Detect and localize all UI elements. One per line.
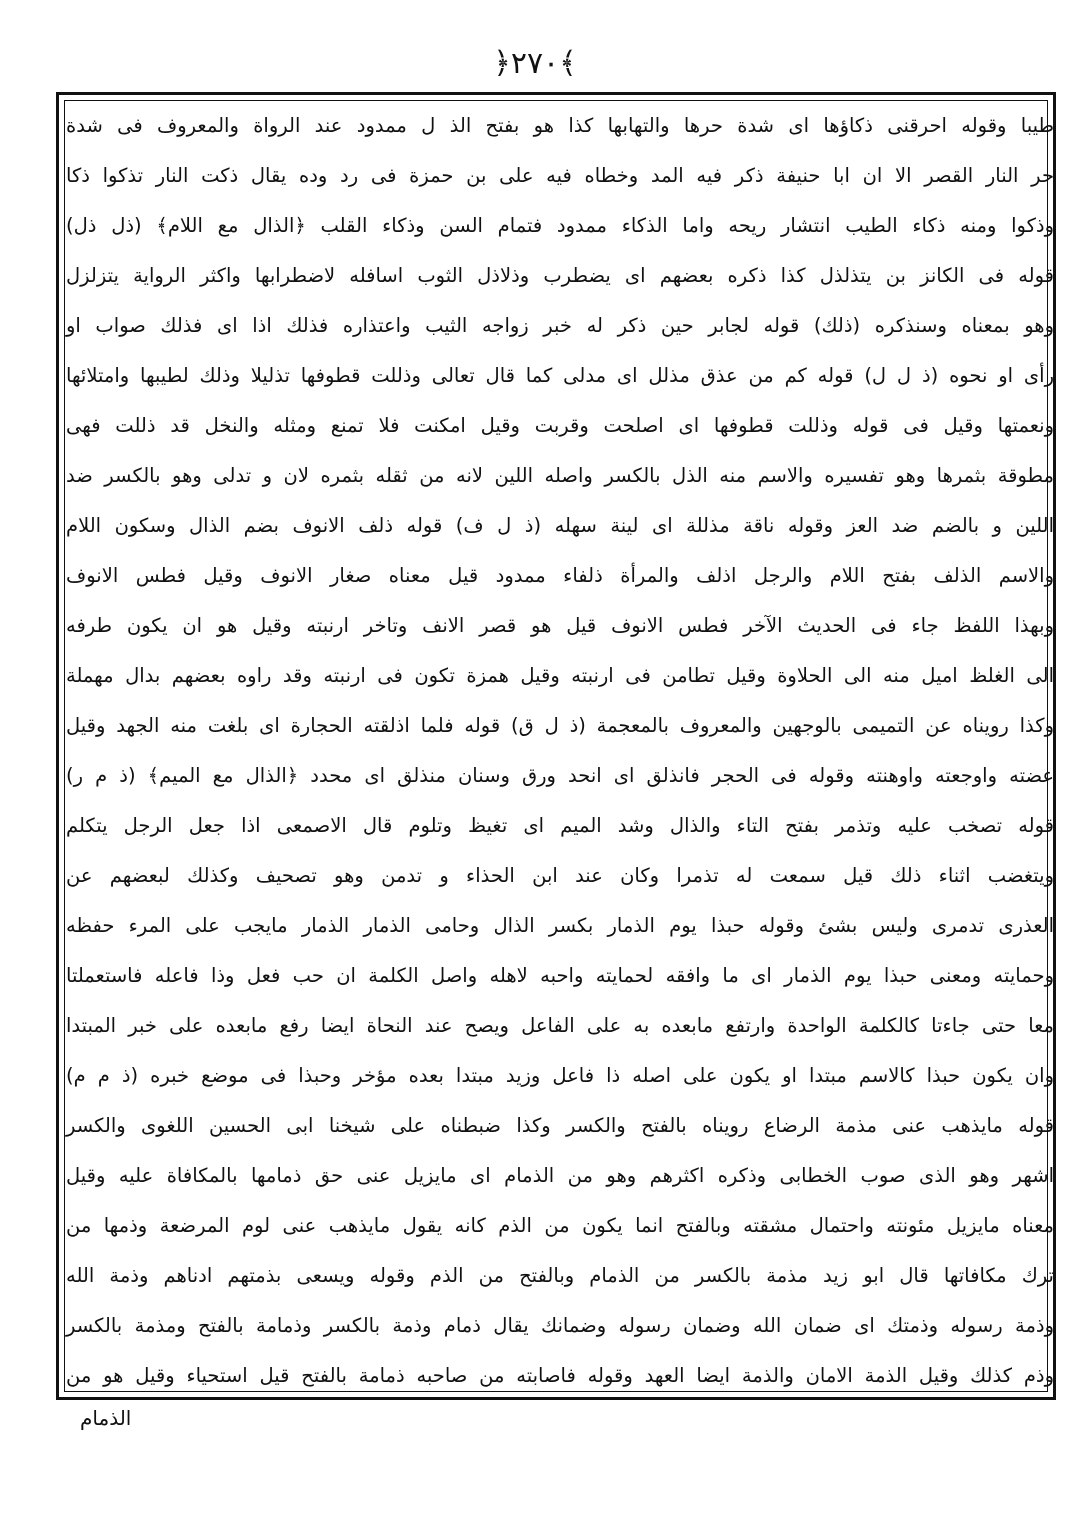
catchword: الذمام	[80, 1406, 132, 1430]
text-line: عضته واوجعته واوهنته وقوله فى الحجر فانذلق اى انحد ورق وسنان منذلق اى محدد ﴿الذال مع الميم﴾ (ذ م ر)	[66, 764, 1054, 787]
text-line: وبهذا اللفظ جاء فى الحديث الآخر فطس الانوف قيل هو قصر الانف وتاخر ارنبته وقيل هو ان يكون طرفه	[66, 614, 1054, 637]
text-line: مطوقة بثمرها وهو تفسيره والاسم منه الذل بالكسر واصله اللين لانه من ثقله بثمره لان و تدلى وهو بالكسر ضد	[66, 464, 1054, 487]
text-line: وان يكون حبذا كالاسم مبتدا او يكون على اصله ذا فاعل وزيد مبتدا بعده مؤخر وحبذا فى موضع خبره (ذ م م)	[66, 1064, 1054, 1087]
text-line: رأى او نحوه (ذ ل ل) قوله كم من عذق مذلل اى مدلى كما قال تعالى وذللت قطوفها تذليلا وذلك لطيبها وامتلائها	[66, 364, 1054, 387]
text-line: العذرى تدمرى وليس بشئ وقوله حبذا يوم الذمار بكسر الذال وحامى الذمار الذمار مايجب على المرء حفظه	[66, 914, 1054, 937]
page-number: ﴿٢٧٠﴾	[493, 46, 577, 81]
text-line: ترك مكافاتها قال ابو زيد مذمة بالكسر من الذمام وبالفتح من الذم وقوله ويسعى بذمتهم ادناهم وذمة الله	[66, 1264, 1054, 1287]
text-line: وهو بمعناه وسنذكره (ذلك) قوله لجابر حين ذكر له خبر زواجه الثيب واعتذاره فذلك اذا اى فذلك صواب او	[66, 314, 1054, 337]
text-line: قوله تصخب عليه وتذمر بفتح التاء والذال وشد الميم اى تغيظ وتلوم قال الاصمعى اذا جعل الرجل يتكلم	[66, 814, 1054, 837]
text-line: وكذا رويناه عن التميمى بالوجهين والمعروف بالمعجمة (ذ ل ق) قوله فلما اذلقته الحجارة اى بلغت منه الجهد وقيل	[66, 714, 1054, 737]
text-line: ونعمتها وقيل فى قوله وذللت قطوفها اى اصلحت وقربت وقيل امكنت فلا تمنع ومثله والنخل قد ذللت فهى	[66, 414, 1054, 437]
text-line: اشهر وهو الذى صوب الخطابى وذكره اكثرهم وهو من الذمام اى مايزيل عنى حق ذمامها بالمكافاة عليه وقيل	[66, 1164, 1054, 1187]
text-line: اللين و بالضم ضد العز وقوله ناقة مذللة اى لينة سهله (ذ ل ف) قوله ذلف الانوف بضم الذال وسكون اللام	[66, 514, 1054, 537]
text-line: وذكوا ومنه ذكاء الطيب انتشار ريحه واما الذكاء ممدود فتمام السن وذكاء القلب ﴿الذال مع اللام﴾ (ذل ذل)	[66, 214, 1054, 237]
text-line: طيبا وقوله احرقنى ذكاؤها اى شدة حرها والتهابها كذا هو بفتح الذ ل ممدود عند الرواة والمعروف فى شدة	[66, 114, 1054, 137]
text-block	[60, 101, 1060, 1401]
text-line: قوله فى الكانز بن يتذلذل كذا ذكره بعضهم اى يضطرب وذلاذل الثوب اسافله لاضطرابها واكثر الرواية يتزلزل	[66, 264, 1054, 287]
text-line: والاسم الذلف بفتح اللام والرجل اذلف والمرأة ذلفاء ممدود قيل معناه صغار الانوف وقيل فطس الانوف	[66, 564, 1054, 587]
text-line: حر النار القصر الا ان ابا حنيفة ذكر فيه المد وخطاه فيه على بن حمزة فى رد وده يقال ذكت النار تذكوا ذكا	[66, 164, 1054, 187]
text-line: الى الغلظ اميل منه الى الحلاوة وقيل تطامن فى ارنبته وقيل همزة تكون فى ارنبته وقد راوه بعضهم بدال مهملة	[66, 664, 1054, 687]
text-line: معناه مايزيل مئونته واحتمال مشقته وبالفتح انما يكون من الذم كانه يقول مايذهب عنى لوم المرضعة وذمها من	[66, 1214, 1054, 1237]
text-line: وحمايته ومعنى حبذا يوم الذمار اى ما وافقه لحمايته واحبه لاهله واصل الكلمة ان حب فعل وذا فاعله فاستعملتا	[66, 964, 1054, 987]
text-line: وذمة رسوله وذمتك اى ضمان الله وضمان رسوله وضمانك يقال ذمام وذمة بالكسر وذمامة بالفتح ومذمة بالكسر	[66, 1314, 1054, 1337]
text-line: معا حتى جاءتا كالكلمة الواحدة وارتفع مابعده به على الفاعل ويصح عند النحاة ايضا رفع مابعده على خبر المبتدا	[66, 1014, 1054, 1037]
text-line: وذم كذلك وقيل الذمة الامان والذمة ايضا العهد وقوله فاصابته من صاحبه ذمامة بالفتح قيل استحياء وقيل هو من	[66, 1364, 1054, 1387]
text-line: ويتغضب اثناء ذلك قيل سمعت له تذمرا وكان عند ابن الحذاء و تدمن وهو تصحيف وكذلك لبعضهم عن	[66, 864, 1054, 887]
text-line: قوله مايذهب عنى مذمة الرضاع رويناه بالفتح والكسر وكذا ضبطناه على شيخنا ابى الحسين اللغوى والكسر	[66, 1114, 1054, 1137]
